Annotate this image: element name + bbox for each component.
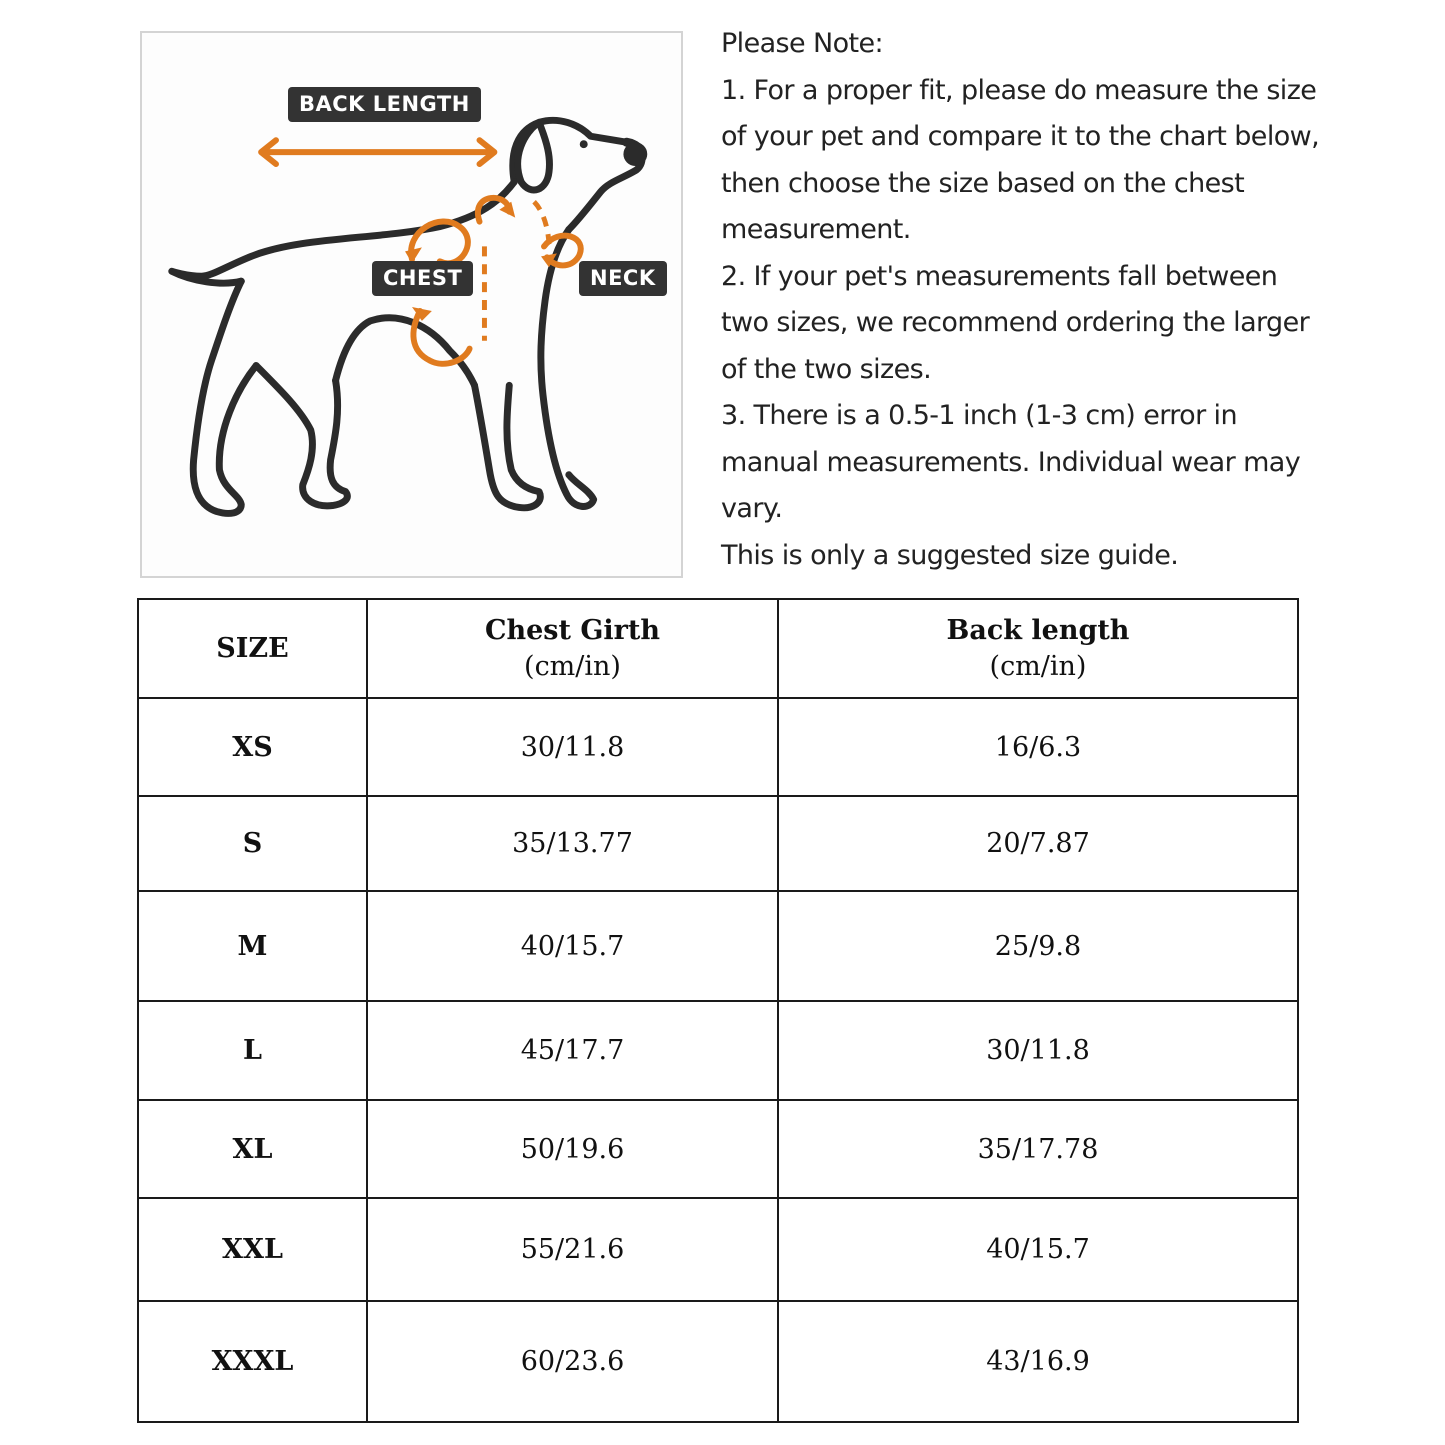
chest-cell: 60/23.6	[367, 1301, 778, 1422]
table-header-row	[138, 599, 1298, 698]
size-cell: XXXL	[138, 1301, 367, 1422]
table-row	[138, 1001, 1298, 1100]
size-cell: M	[138, 891, 367, 1001]
size-header: SIZE	[138, 599, 367, 698]
neck-label: NECK	[579, 261, 667, 296]
size-cell: XS	[138, 698, 367, 796]
chest-cell: 40/15.7	[367, 891, 778, 1001]
table-row	[138, 1100, 1298, 1198]
notes-footer: This is only a suggested size guide.	[721, 539, 1179, 571]
size-cell: L	[138, 1001, 367, 1100]
back-length-header: Back length (cm/in)	[778, 599, 1298, 698]
table-row	[138, 1301, 1298, 1422]
chest-girth-header: Chest Girth (cm/in)	[367, 599, 778, 698]
back-cell: 25/9.8	[778, 891, 1298, 1001]
table-row	[138, 796, 1298, 891]
size-chart-table	[137, 598, 1299, 1423]
table-row	[138, 698, 1298, 796]
chest-label: CHEST	[372, 261, 473, 296]
chest-cell: 30/11.8	[367, 698, 778, 796]
table-row	[138, 1198, 1298, 1301]
chest-cell: 35/13.77	[367, 796, 778, 891]
back-length-label: BACK LENGTH	[288, 87, 481, 122]
chest-cell: 50/19.6	[367, 1100, 778, 1198]
table-row	[138, 891, 1298, 1001]
size-cell: XXL	[138, 1198, 367, 1301]
chest-cell: 55/21.6	[367, 1198, 778, 1301]
note-item-3: 3. There is a 0.5-1 inch (1-3 cm) error in manual measurements. Individual wear may vary.	[721, 400, 1301, 524]
back-cell: 43/16.9	[778, 1301, 1298, 1422]
note-item-2: 2. If your pet's measurements fall between two sizes, we recommend ordering the larger of the two sizes.	[721, 260, 1310, 385]
size-notes	[721, 21, 1331, 579]
back-cell: 40/15.7	[778, 1198, 1298, 1301]
size-cell: S	[138, 796, 367, 891]
note-item-1: 1. For a proper fit, please do measure the size of your pet and compare it to the chart below, then choose the size based on the chest measurement.	[721, 74, 1320, 245]
size-cell: XL	[138, 1100, 367, 1198]
back-cell: 35/17.78	[778, 1100, 1298, 1198]
notes-heading: Please Note:	[721, 28, 884, 59]
dog-measurement-illustration	[140, 31, 683, 578]
back-cell: 30/11.8	[778, 1001, 1298, 1100]
back-cell: 16/6.3	[778, 698, 1298, 796]
back-cell: 20/7.87	[778, 796, 1298, 891]
chest-cell: 45/17.7	[367, 1001, 778, 1100]
